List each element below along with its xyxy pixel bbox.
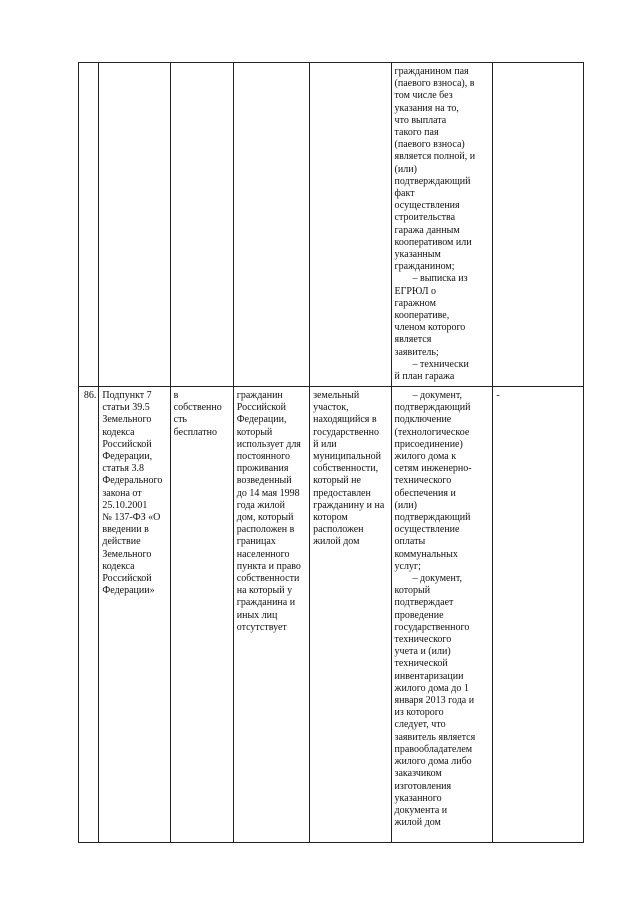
text-line: осуществления — [394, 200, 460, 212]
cell-documents — [391, 63, 493, 387]
text-line: отсутствует — [236, 621, 287, 633]
text-line: государственно — [313, 426, 380, 438]
text-line: 25.10.2001 — [102, 499, 148, 511]
text-line: жилой дом — [394, 817, 441, 829]
text-line: (или) — [394, 163, 417, 175]
text-line: постоянного — [236, 451, 290, 463]
text-line: – документ, — [412, 390, 462, 401]
text-line: Федерального — [102, 475, 163, 487]
text-line: факт — [394, 188, 415, 200]
text-line: гражданина и — [236, 597, 296, 609]
text-line: дом, который — [236, 512, 294, 524]
text-line: Российской — [102, 573, 152, 585]
text-line: Подпункт 7 — [102, 390, 152, 401]
cell-extra: - — [493, 387, 584, 843]
text-line: заказчиком — [394, 768, 442, 780]
text-line: инвентаризации — [394, 670, 464, 682]
text-line: гражданином пая — [394, 66, 469, 77]
text-line: до 14 мая 1998 — [236, 487, 300, 499]
text-line: населенного — [236, 548, 290, 560]
text-line: (или) — [394, 499, 417, 511]
text-line: правообладателем — [394, 743, 473, 755]
text-line: подтверждающий — [394, 175, 471, 187]
text-line: осуществление — [394, 524, 460, 536]
cell-land — [310, 63, 391, 387]
text-line: подтверждает — [394, 597, 454, 609]
text-line: января 2013 года и — [394, 695, 475, 707]
text-line: Федерации, — [102, 451, 153, 463]
text-line: кооперативе, — [394, 310, 450, 322]
text-line: который не — [313, 475, 361, 487]
text-line: учета и (или) — [394, 646, 451, 658]
text-line: услуг; — [394, 560, 421, 572]
text-line: Федерации, — [236, 414, 287, 426]
text-line: использует для — [236, 438, 301, 450]
text-line: который — [394, 585, 431, 597]
cell-basis — [99, 387, 170, 843]
text-line: указанным — [394, 249, 441, 261]
cell-applicant — [233, 387, 309, 843]
table-row-continued — [79, 63, 584, 387]
text-line: строительства — [394, 212, 456, 224]
text-line: й или — [313, 438, 337, 450]
text-line: государственного — [394, 621, 470, 633]
text-line: кодекса — [102, 426, 135, 438]
text-line: технического — [394, 634, 452, 646]
text-line: кодекса — [102, 560, 135, 572]
text-line: гаража данным — [394, 224, 460, 236]
text-line: гаражном — [394, 297, 436, 309]
text-line: жилого дома либо — [394, 756, 472, 768]
text-line: такого пая — [394, 127, 439, 139]
text-line: технического — [394, 475, 452, 487]
text-line: сетям инженерно- — [394, 463, 472, 475]
text-line: на который у — [236, 585, 293, 597]
text-line: № 137-ФЗ «О — [102, 512, 161, 524]
land-plots-table — [78, 62, 584, 843]
cell-basis — [99, 63, 170, 387]
text-line: что выплата — [394, 114, 447, 126]
text-line: указанного — [394, 792, 442, 804]
text-line: гражданином; — [394, 261, 455, 273]
text-line: закона от — [102, 487, 142, 499]
text-line: пункта и право — [236, 560, 301, 572]
text-line: жилого дома к — [394, 451, 457, 463]
text-line: является полной, и — [394, 151, 476, 163]
text-line: следует, что — [394, 719, 446, 731]
text-line: Российской — [236, 402, 287, 414]
text-line: кооперативом или — [394, 236, 472, 248]
text-line: членом которого — [394, 322, 466, 334]
text-line: сть — [173, 414, 187, 426]
text-line: жилой дом — [313, 536, 360, 548]
cell-documents — [391, 387, 493, 843]
text-line: заявитель; — [394, 346, 439, 358]
text-line: коммунальных — [394, 548, 458, 560]
text-line: является — [394, 334, 432, 346]
text-line: статьи 39.5 — [102, 402, 150, 414]
text-line: ЕГРЮЛ о — [394, 285, 437, 297]
text-line: который — [236, 426, 273, 438]
text-line: Земельного — [102, 548, 152, 560]
text-line: – документ, — [412, 573, 462, 585]
text-line: подключение — [394, 414, 452, 426]
text-line: (паевого взноса), в — [394, 78, 475, 90]
text-line: жилого дома до 1 — [394, 682, 469, 694]
text-line: Земельного — [102, 414, 152, 426]
text-line: подтверждающий — [394, 402, 471, 414]
text-line: обеспечения и — [394, 487, 456, 499]
text-line: расположен — [313, 524, 364, 536]
text-line: собственно — [173, 402, 222, 414]
cell-land — [310, 387, 391, 843]
text-line: проживания — [236, 463, 289, 475]
text-line: в — [173, 390, 179, 401]
text-line: Федерации» — [102, 585, 155, 597]
text-line: том числе без — [394, 90, 453, 102]
text-line: бесплатно — [173, 426, 217, 438]
text-line: муниципальной — [313, 451, 381, 463]
text-line: границах — [236, 536, 276, 548]
table-row-86 — [79, 387, 584, 843]
cell-right-type — [170, 387, 233, 843]
text-line: – выписка из — [412, 273, 468, 285]
cell-number: 86. — [79, 387, 99, 843]
text-line: заявитель является — [394, 731, 476, 743]
text-line: гражданину и на — [313, 499, 385, 511]
text-line: Российской — [102, 438, 152, 450]
text-line: изготовления — [394, 780, 452, 792]
text-line: года жилой — [236, 499, 285, 511]
text-line: введении в — [102, 524, 149, 536]
text-line: указания на то, — [394, 102, 459, 114]
text-line: из которого — [394, 707, 444, 719]
text-line: подтверждающий — [394, 512, 471, 524]
text-line: собственности — [236, 573, 300, 585]
text-line: гражданин — [236, 390, 283, 401]
text-line: документа и — [394, 804, 448, 816]
text-line: котором — [313, 512, 348, 524]
text-line: собственности, — [313, 463, 379, 475]
text-line: расположен в — [236, 524, 295, 536]
text-line: статья 3.8 — [102, 463, 144, 475]
text-line: проведение — [394, 609, 444, 621]
cell-applicant — [233, 63, 309, 387]
text-line: (паевого взноса) — [394, 139, 465, 151]
cell-right-type — [170, 63, 233, 387]
text-line: присоединение) — [394, 438, 463, 450]
text-line: оплаты — [394, 536, 426, 548]
text-line: возведенный — [236, 475, 292, 487]
text-line: технической — [394, 658, 448, 670]
cell-extra — [493, 63, 584, 387]
text-line: действие — [102, 536, 141, 548]
text-line: предоставлен — [313, 487, 371, 499]
text-line: находящийся в — [313, 414, 377, 426]
text-line: иных лиц — [236, 609, 278, 621]
cell-number — [79, 63, 99, 387]
text-line: земельный — [313, 390, 360, 401]
text-line: участок, — [313, 402, 349, 414]
text-line: (технологическое — [394, 426, 470, 438]
text-line: – технически — [412, 358, 469, 370]
text-line: й план гаража — [394, 371, 455, 383]
